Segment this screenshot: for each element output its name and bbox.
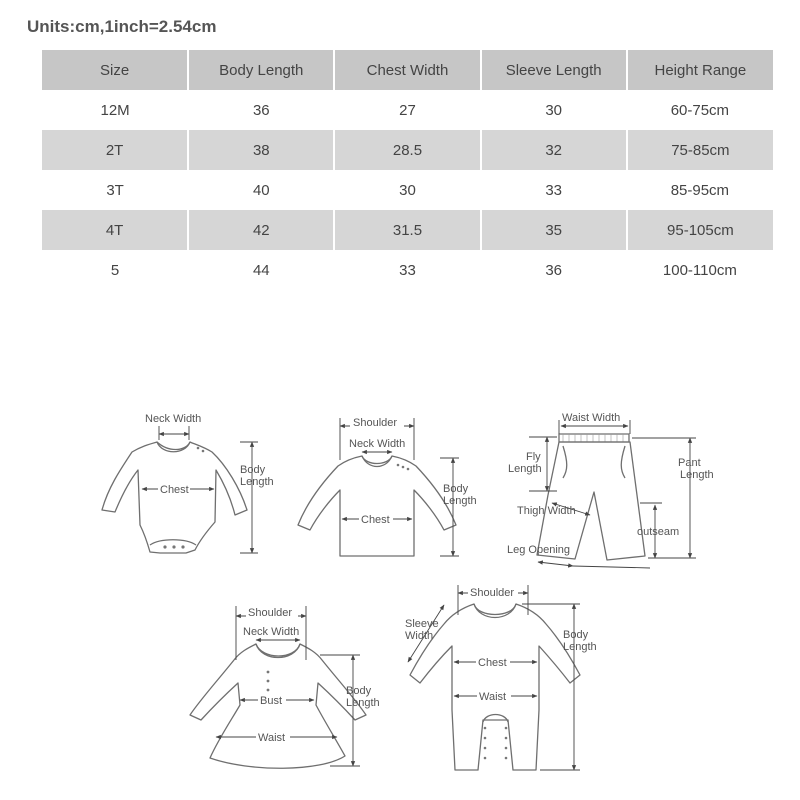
dress-bust-label: Bust [260, 695, 283, 707]
pants-fly-label-1: Fly [526, 451, 541, 463]
cell: 36 [252, 101, 270, 119]
bodysuit-neck-label: Neck Width [145, 413, 202, 425]
pants-pant-label-2: Length [680, 469, 714, 481]
units-note: Units:cm,1inch=2.54cm [27, 17, 217, 36]
cell: 2T [42, 130, 188, 170]
cell: 40 [252, 181, 270, 199]
pants-outseam-label: outseam [637, 526, 680, 538]
top-chest-label: Chest [361, 514, 390, 526]
cell: 44 [252, 261, 270, 279]
romper-crotch [483, 715, 508, 723]
top-length-label-1: Body [443, 483, 469, 495]
pants-diagram [507, 412, 714, 568]
pants-pocket-left [563, 446, 567, 478]
romper-length-label-1: Body [563, 629, 589, 641]
top-neck-label: Neck Width [349, 438, 406, 450]
bodysuit-crotch [150, 540, 196, 545]
top-diagram [298, 415, 477, 556]
pants-thigh-label: Thigh Width [517, 505, 576, 517]
romper-waist-label: Waist [479, 691, 507, 703]
header-size: Size [42, 50, 188, 90]
cell: 42 [188, 210, 334, 250]
cell: 28.5 [334, 130, 480, 170]
pants-pant-label-1: Pant [678, 457, 701, 469]
pants-waist-label: Waist Width [562, 412, 621, 424]
dress-neck-label: Neck Width [243, 626, 300, 638]
cell: 35 [481, 210, 627, 250]
pants-pocket-right [621, 446, 625, 478]
romper-sleeve-label-1: Sleeve [405, 618, 439, 630]
header-chest-width: Chest Width [334, 50, 480, 90]
header-sleeve-length: Sleeve Length [481, 50, 627, 90]
bodysuit-length-label-2: Length [240, 476, 274, 488]
cell: 5 [110, 261, 120, 279]
cell: 31.5 [334, 210, 480, 250]
cell: 36 [545, 261, 562, 279]
cell: 95-105cm [627, 210, 773, 250]
cell: 12M [100, 101, 130, 119]
cell: 27 [399, 101, 416, 119]
cell: 30 [399, 181, 416, 199]
romper-chest-label: Chest [478, 657, 507, 669]
pants-outline [537, 442, 645, 560]
top-outline [298, 456, 456, 556]
cell: 3T [106, 181, 124, 199]
pants-leg-opening-label: Leg Opening [507, 544, 570, 556]
cell: 38 [188, 130, 334, 170]
header-body-length: Body Length [188, 50, 334, 90]
cell: 75-85cm [627, 130, 773, 170]
dress-shoulder-label: Shoulder [248, 607, 293, 619]
romper-diagram [405, 585, 597, 770]
bodysuit-outline [102, 442, 247, 553]
dress-waist-label: Waist [258, 732, 286, 744]
top-shoulder-label: Shoulder [353, 417, 398, 429]
cell: 32 [481, 130, 627, 170]
bodysuit-chest-label: Chest [160, 484, 189, 496]
cell: 100-110cm [662, 261, 737, 279]
cell: 4T [42, 210, 188, 250]
cell: 85-95cm [670, 181, 730, 199]
bodysuit-diagram [102, 413, 274, 553]
dress-length-label-1: Body [346, 685, 372, 697]
romper-shoulder-label: Shoulder [470, 587, 515, 599]
pants-fly-label-2: Length [508, 463, 542, 475]
dress-length-label-2: Length [346, 697, 380, 709]
header-height-range: Height Range [627, 50, 773, 90]
cell: 30 [545, 101, 562, 119]
cell: 60-75cm [670, 101, 730, 119]
cell: 33 [399, 261, 416, 279]
pants-waistband [559, 434, 629, 442]
dress-diagram [190, 605, 380, 768]
bodysuit-length-label-1: Body [240, 464, 266, 476]
romper-sleeve-label-2: Width [405, 630, 434, 642]
romper-length-label-2: Length [563, 641, 597, 653]
cell: 33 [545, 181, 562, 199]
top-length-label-2: Length [443, 495, 477, 507]
